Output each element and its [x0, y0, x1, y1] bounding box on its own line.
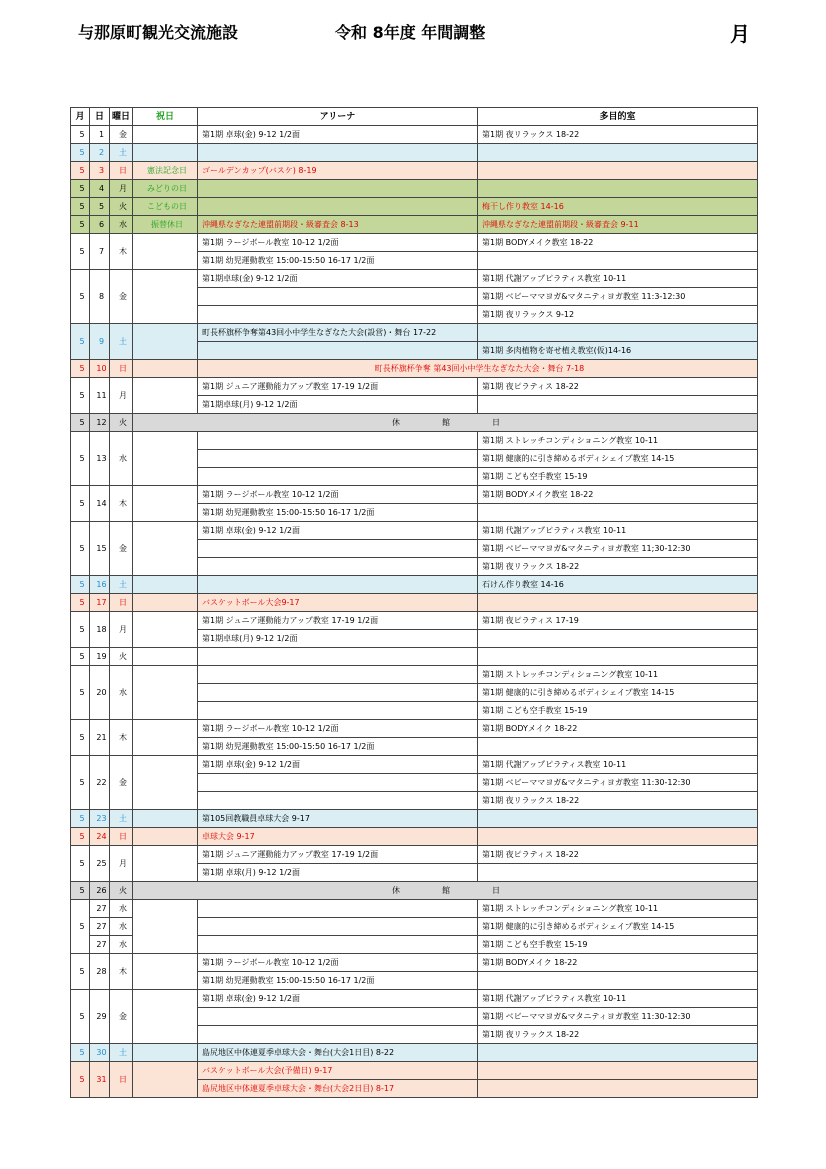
arena-cell [198, 774, 478, 792]
arena-cell [198, 918, 478, 936]
holiday-cell [133, 900, 198, 954]
weekday-cell: 木 [110, 234, 133, 270]
closed-cell: 休 館 日 [133, 414, 758, 432]
table-row [71, 900, 758, 918]
weekday-cell: 水 [110, 216, 133, 234]
day-cell: 23 [90, 810, 110, 828]
holiday-cell: みどりの日 [133, 180, 198, 198]
table-row [71, 990, 758, 1008]
table-row [71, 144, 758, 162]
arena-cell [198, 450, 478, 468]
arena-cell: 第1期 幼児運動教室 15:00-15:50 16-17 1/2面 [198, 252, 478, 270]
holiday-cell [133, 324, 198, 360]
day-cell: 27 [90, 936, 110, 954]
arena-cell: 第1期 卓球(金) 9-12 1/2面 [198, 990, 478, 1008]
year-title: 令和 8年度 年間調整 [335, 23, 486, 42]
day-cell: 15 [90, 522, 110, 576]
tamokuteki-cell [478, 324, 758, 342]
day-cell: 24 [90, 828, 110, 846]
month-cell: 5 [71, 324, 90, 360]
tamokuteki-cell: 第1期 ベビーママヨガ&マタニティヨガ教室 11:3-12:30 [478, 288, 758, 306]
arena-cell [198, 1026, 478, 1044]
weekday-cell: 火 [110, 882, 133, 900]
arena-cell: 第105回教職員卓球大会 9-17 [198, 810, 478, 828]
tamokuteki-cell: 第1期 ストレッチコンディショニング教室 10-11 [478, 666, 758, 684]
tamokuteki-cell: 第1期 夜リラックス 18-22 [478, 558, 758, 576]
tamokuteki-cell: 第1期 夜ピラティス 17-19 [478, 612, 758, 630]
tamokuteki-cell: 第1期 夜リラックス 18-22 [478, 1026, 758, 1044]
weekday-cell: 日 [110, 162, 133, 180]
col-arena: アリーナ [198, 108, 478, 126]
weekday-cell: 火 [110, 414, 133, 432]
arena-cell: 第1期 ラージボール教室 10-12 1/2面 [198, 234, 478, 252]
tamokuteki-cell: 第1期 ベビーママヨガ&マタニティヨガ教室 11:30-12:30 [478, 1008, 758, 1026]
weekday-cell: 土 [110, 810, 133, 828]
table-row [71, 846, 758, 864]
col-tamokuteki: 多目的室 [478, 108, 758, 126]
arena-cell [198, 180, 478, 198]
arena-cell [198, 540, 478, 558]
table-row [71, 594, 758, 612]
holiday-cell: こどもの日 [133, 198, 198, 216]
holiday-cell [133, 144, 198, 162]
holiday-cell [133, 1044, 198, 1062]
day-cell: 31 [90, 1062, 110, 1098]
tamokuteki-cell: 第1期 夜リラックス 18-22 [478, 792, 758, 810]
tamokuteki-cell: 第1期 こども空手教室 15-19 [478, 702, 758, 720]
day-cell: 19 [90, 648, 110, 666]
table-row [71, 522, 758, 540]
month-cell: 5 [71, 1062, 90, 1098]
arena-cell [198, 306, 478, 324]
tamokuteki-cell: 第1期 ベビーママヨガ&マタニティヨガ教室 11;30-12:30 [478, 540, 758, 558]
tamokuteki-cell: 第1期 代謝アップピラティス教室 10-11 [478, 270, 758, 288]
table-row [71, 756, 758, 774]
holiday-cell [133, 1062, 198, 1098]
month-cell: 5 [71, 486, 90, 522]
month-cell: 5 [71, 846, 90, 882]
tamokuteki-cell: 第1期 代謝アップピラティス教室 10-11 [478, 990, 758, 1008]
tamokuteki-cell: 第1期 健康的に引き締めるボディシェイプ教室 14-15 [478, 450, 758, 468]
arena-cell: 第1期 ジュニア運動能力アップ教室 17-19 1/2面 [198, 378, 478, 396]
day-cell: 29 [90, 990, 110, 1044]
tamokuteki-cell [478, 648, 758, 666]
holiday-cell [133, 612, 198, 648]
table-row [71, 432, 758, 450]
table-row [71, 720, 758, 738]
month-cell: 5 [71, 882, 90, 900]
month-cell: 5 [71, 900, 90, 954]
month-cell: 5 [71, 432, 90, 486]
table-row [71, 162, 758, 180]
holiday-cell: 憲法記念日 [133, 162, 198, 180]
holiday-cell [133, 234, 198, 270]
table-row [71, 810, 758, 828]
tamokuteki-cell [478, 180, 758, 198]
arena-cell [198, 576, 478, 594]
tamokuteki-cell: 第1期 BODYメイク教室 18-22 [478, 234, 758, 252]
month-cell: 5 [71, 594, 90, 612]
holiday-cell [133, 126, 198, 144]
tamokuteki-cell [478, 738, 758, 756]
table-row [71, 270, 758, 288]
day-cell: 6 [90, 216, 110, 234]
day-cell: 27 [90, 918, 110, 936]
tamokuteki-cell [478, 828, 758, 846]
holiday-cell [133, 594, 198, 612]
month-cell: 5 [71, 828, 90, 846]
day-cell: 28 [90, 954, 110, 990]
holiday-cell [133, 756, 198, 810]
table-row [71, 126, 758, 144]
tamokuteki-cell: 第1期 BODYメイク 18-22 [478, 954, 758, 972]
arena-cell [198, 648, 478, 666]
tamokuteki-cell: 第1期 健康的に引き締めるボディシェイプ教室 14-15 [478, 918, 758, 936]
day-cell: 20 [90, 666, 110, 720]
tamokuteki-cell [478, 630, 758, 648]
tamokuteki-cell [478, 864, 758, 882]
day-cell: 26 [90, 882, 110, 900]
weekday-cell: 日 [110, 828, 133, 846]
tamokuteki-cell: 第1期 こども空手教室 15-19 [478, 468, 758, 486]
tamokuteki-cell [478, 252, 758, 270]
holiday-cell: 振替休日 [133, 216, 198, 234]
table-row [71, 378, 758, 396]
col-weekday: 曜日 [110, 108, 133, 126]
tamokuteki-cell [478, 972, 758, 990]
weekday-cell: 金 [110, 270, 133, 324]
arena-cell: 第1期 卓球(金) 9-12 1/2面 [198, 126, 478, 144]
weekday-cell: 金 [110, 126, 133, 144]
month-cell: 5 [71, 1044, 90, 1062]
arena-cell [198, 144, 478, 162]
month-cell: 5 [71, 612, 90, 648]
tamokuteki-cell: 第1期 ストレッチコンディショニング教室 10-11 [478, 900, 758, 918]
day-cell: 25 [90, 846, 110, 882]
day-cell: 21 [90, 720, 110, 756]
day-cell: 10 [90, 360, 110, 378]
month-cell: 5 [71, 990, 90, 1044]
month-cell: 5 [71, 144, 90, 162]
arena-cell: バスケットボール大会(予備日) 9-17 [198, 1062, 478, 1080]
holiday-cell [133, 648, 198, 666]
month-cell: 5 [71, 198, 90, 216]
arena-cell: 島尻地区中体連夏季卓球大会・舞台(大会1日目) 8-22 [198, 1044, 478, 1062]
tamokuteki-cell [478, 396, 758, 414]
day-cell: 11 [90, 378, 110, 414]
weekday-cell: 木 [110, 720, 133, 756]
day-cell: 3 [90, 162, 110, 180]
weekday-cell: 日 [110, 360, 133, 378]
arena-cell: 島尻地区中体連夏季卓球大会・舞台(大会2日目) 8-17 [198, 1080, 478, 1098]
month-cell: 5 [71, 180, 90, 198]
month-cell: 5 [71, 414, 90, 432]
weekday-cell: 土 [110, 144, 133, 162]
table-row [71, 414, 758, 432]
day-cell: 17 [90, 594, 110, 612]
day-cell: 7 [90, 234, 110, 270]
day-cell: 27 [90, 900, 110, 918]
holiday-cell [133, 666, 198, 720]
month-cell: 5 [71, 954, 90, 990]
tamokuteki-cell [478, 504, 758, 522]
holiday-cell [133, 720, 198, 756]
schedule-table [70, 107, 758, 1098]
tamokuteki-cell: 石けん作り教室 14-16 [478, 576, 758, 594]
header-row [71, 108, 758, 126]
table-row [71, 180, 758, 198]
arena-cell: 第1期卓球(金) 9-12 1/2面 [198, 270, 478, 288]
table-row [71, 324, 758, 342]
arena-cell: 第1期 卓球(金) 9-12 1/2面 [198, 756, 478, 774]
table-row [71, 486, 758, 504]
arena-cell: 第1期 ジュニア運動能力アップ教室 17-19 1/2面 [198, 612, 478, 630]
holiday-cell [133, 270, 198, 324]
weekday-cell: 土 [110, 1044, 133, 1062]
weekday-cell: 水 [110, 666, 133, 720]
tamokuteki-cell: 第1期 BODYメイク教室 18-22 [478, 486, 758, 504]
day-cell: 18 [90, 612, 110, 648]
weekday-cell: 木 [110, 486, 133, 522]
weekday-cell: 金 [110, 756, 133, 810]
weekday-cell: 月 [110, 180, 133, 198]
tamokuteki-cell: 第1期 こども空手教室 15-19 [478, 936, 758, 954]
month-cell: 5 [71, 126, 90, 144]
arena-cell: 第1期 幼児運動教室 15:00-15:50 16-17 1/2面 [198, 504, 478, 522]
arena-cell [198, 288, 478, 306]
table-row [71, 360, 758, 378]
tamokuteki-cell: 第1期 夜ピラティス 18-22 [478, 846, 758, 864]
day-cell: 2 [90, 144, 110, 162]
arena-cell: 沖縄県なぎなた連盟前期段・級審査会 8-13 [198, 216, 478, 234]
month-cell: 5 [71, 270, 90, 324]
holiday-cell [133, 522, 198, 576]
weekday-cell: 月 [110, 612, 133, 648]
arena-cell [198, 1008, 478, 1026]
tamokuteki-cell: 第1期 BODYメイク 18-22 [478, 720, 758, 738]
arena-cell: 卓球大会 9-17 [198, 828, 478, 846]
table-row [71, 198, 758, 216]
tamokuteki-cell [478, 1080, 758, 1098]
weekday-cell: 土 [110, 324, 133, 360]
arena-cell: 第1期 幼児運動教室 15:00-15:50 16-17 1/2面 [198, 972, 478, 990]
month-cell: 5 [71, 720, 90, 756]
table-row [71, 666, 758, 684]
col-day: 日 [90, 108, 110, 126]
arena-cell: 第1期 幼児運動教室 15:00-15:50 16-17 1/2面 [198, 738, 478, 756]
weekday-cell: 水 [110, 900, 133, 918]
arena-cell: 第1期 ラージボール教室 10-12 1/2面 [198, 486, 478, 504]
month-cell: 5 [71, 522, 90, 576]
weekday-cell: 日 [110, 594, 133, 612]
arena-cell: 第1期卓球(月) 9-12 1/2面 [198, 630, 478, 648]
tamokuteki-cell: 第1期 代謝アップピラティス教室 10-11 [478, 522, 758, 540]
day-cell: 1 [90, 126, 110, 144]
tamokuteki-cell [478, 1044, 758, 1062]
tamokuteki-cell [478, 162, 758, 180]
table-row [71, 1044, 758, 1062]
table-row [71, 954, 758, 972]
day-cell: 16 [90, 576, 110, 594]
tamokuteki-cell: 第1期 ベビーママヨガ&マタニティヨガ教室 11:30-12:30 [478, 774, 758, 792]
day-cell: 13 [90, 432, 110, 486]
holiday-cell [133, 432, 198, 486]
tamokuteki-cell [478, 810, 758, 828]
holiday-cell [133, 810, 198, 828]
arena-cell: 第1期 ジュニア運動能力アップ教室 17-19 1/2面 [198, 846, 478, 864]
tamokuteki-cell: 沖縄県なぎなた連盟前期段・級審査会 9-11 [478, 216, 758, 234]
day-cell: 8 [90, 270, 110, 324]
arena-cell: 町長杯旗杯争奪第43回小中学生なぎなた大会(設営)・舞台 17-22 [198, 324, 478, 342]
holiday-cell [133, 486, 198, 522]
tamokuteki-cell [478, 1062, 758, 1080]
month-cell: 5 [71, 216, 90, 234]
arena-cell [198, 558, 478, 576]
table-row [71, 828, 758, 846]
arena-cell: 第1期卓球(月) 9-12 1/2面 [198, 396, 478, 414]
table-row [71, 612, 758, 630]
arena-cell: 第1期 卓球(金) 9-12 1/2面 [198, 522, 478, 540]
table-row [71, 882, 758, 900]
weekday-cell: 火 [110, 648, 133, 666]
tamokuteki-cell: 第1期 夜リラックス 9-12 [478, 306, 758, 324]
holiday-cell [133, 846, 198, 882]
day-cell: 12 [90, 414, 110, 432]
weekday-cell: 月 [110, 846, 133, 882]
tamokuteki-cell [478, 594, 758, 612]
arena-cell: 町長杯旗杯争奪 第43回小中学生なぎなた大会・舞台 7-18 [198, 360, 758, 378]
arena-cell [198, 468, 478, 486]
month-cell: 5 [71, 162, 90, 180]
holiday-cell [133, 828, 198, 846]
tamokuteki-cell: 第1期 健康的に引き締めるボディシェイプ教室 14-15 [478, 684, 758, 702]
holiday-cell [133, 990, 198, 1044]
weekday-cell: 月 [110, 378, 133, 414]
arena-cell [198, 666, 478, 684]
month-cell: 5 [71, 378, 90, 414]
month-label: 月 [730, 22, 750, 46]
tamokuteki-cell: 第1期 夜リラックス 18-22 [478, 126, 758, 144]
weekday-cell: 水 [110, 432, 133, 486]
table-row [71, 648, 758, 666]
arena-cell [198, 936, 478, 954]
col-month: 月 [71, 108, 90, 126]
tamokuteki-cell: 第1期 代謝アップピラティス教室 10-11 [478, 756, 758, 774]
arena-cell [198, 684, 478, 702]
arena-cell [198, 432, 478, 450]
weekday-cell: 水 [110, 918, 133, 936]
weekday-cell: 木 [110, 954, 133, 990]
day-cell: 5 [90, 198, 110, 216]
month-cell: 5 [71, 360, 90, 378]
table-row [71, 234, 758, 252]
holiday-cell [133, 576, 198, 594]
weekday-cell: 水 [110, 936, 133, 954]
tamokuteki-cell: 梅干し作り教室 14-16 [478, 198, 758, 216]
arena-cell [198, 792, 478, 810]
tamokuteki-cell [478, 144, 758, 162]
arena-cell [198, 198, 478, 216]
closed-cell: 休 館 日 [133, 882, 758, 900]
day-cell: 4 [90, 180, 110, 198]
weekday-cell: 火 [110, 198, 133, 216]
month-cell: 5 [71, 666, 90, 720]
table-row [71, 216, 758, 234]
facility-name: 与那原町観光交流施設 [78, 23, 239, 42]
tamokuteki-cell: 第1期 ストレッチコンディショニング教室 10-11 [478, 432, 758, 450]
arena-cell: バスケットボール大会9-17 [198, 594, 478, 612]
weekday-cell: 金 [110, 522, 133, 576]
month-cell: 5 [71, 576, 90, 594]
day-cell: 22 [90, 756, 110, 810]
holiday-cell [133, 954, 198, 990]
arena-cell [198, 702, 478, 720]
arena-cell: 第1期 ラージボール教室 10-12 1/2面 [198, 720, 478, 738]
holiday-cell [133, 360, 198, 378]
weekday-cell: 土 [110, 576, 133, 594]
arena-cell: 第1期 ラージボール教室 10-12 1/2面 [198, 954, 478, 972]
weekday-cell: 金 [110, 990, 133, 1044]
arena-cell: ゴールデンカップ(バスケ) 8-19 [198, 162, 478, 180]
weekday-cell: 日 [110, 1062, 133, 1098]
month-cell: 5 [71, 234, 90, 270]
col-holiday: 祝日 [133, 108, 198, 126]
month-cell: 5 [71, 810, 90, 828]
table-row [71, 576, 758, 594]
arena-cell [198, 900, 478, 918]
tamokuteki-cell: 第1期 夜ピラティス 18-22 [478, 378, 758, 396]
month-cell: 5 [71, 648, 90, 666]
holiday-cell [133, 378, 198, 414]
tamokuteki-cell: 第1期 多肉植物を寄せ植え教室(仮)14-16 [478, 342, 758, 360]
day-cell: 9 [90, 324, 110, 360]
table-row [71, 1062, 758, 1080]
arena-cell [198, 342, 478, 360]
day-cell: 14 [90, 486, 110, 522]
month-cell: 5 [71, 756, 90, 810]
arena-cell: 第1期 卓球(月) 9-12 1/2面 [198, 864, 478, 882]
day-cell: 30 [90, 1044, 110, 1062]
